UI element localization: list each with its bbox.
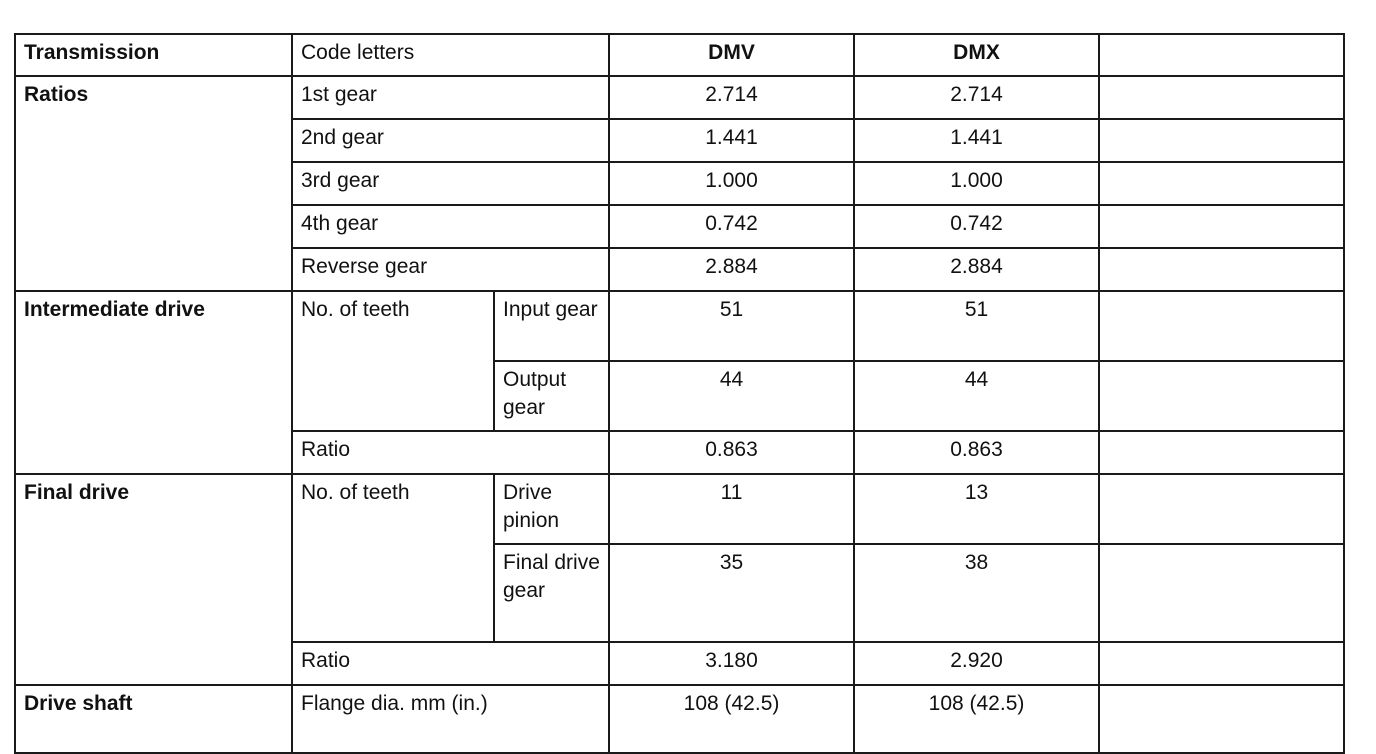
sub-item-name: Drive pinion [494,474,609,544]
dmv-value: 3.180 [609,642,854,685]
dmx-value: 38 [854,544,1099,642]
dmv-value: 1.441 [609,119,854,162]
extra-cell [1099,162,1344,205]
final-pinion-row [15,474,1344,544]
dmx-header: DMX [854,34,1099,76]
gear-name: 3rd gear [292,162,609,205]
dmx-value: 2.920 [854,642,1099,685]
dmv-value: 0.863 [609,431,854,474]
dmv-value: 2.884 [609,248,854,291]
extra-cell [1099,431,1344,474]
dmx-value: 1.441 [854,119,1099,162]
ratio-label: Ratio [292,431,609,474]
sub-item-name: Output gear [494,361,609,431]
dmv-value: 1.000 [609,162,854,205]
flange-dia-label: Flange dia. mm (in.) [292,685,609,753]
dmx-value: 51 [854,291,1099,361]
dmx-value: 0.742 [854,205,1099,248]
dmv-value: 0.742 [609,205,854,248]
sub-item-name: Input gear [494,291,609,361]
gear-name: 1st gear [292,76,609,119]
dmv-value: 51 [609,291,854,361]
drive-shaft-row [15,685,1344,753]
transmission-label: Transmission [15,34,292,76]
header-row [15,34,1344,76]
extra-cell [1099,544,1344,642]
dmx-value: 2.884 [854,248,1099,291]
teeth-label: No. of teeth [292,474,494,642]
extra-header [1099,34,1344,76]
dmx-value: 44 [854,361,1099,431]
intermediate-input-row [15,291,1344,361]
final-drive-label: Final drive [15,474,292,685]
code-letters-label: Code letters [292,34,609,76]
extra-cell [1099,205,1344,248]
dmv-value: 11 [609,474,854,544]
extra-cell [1099,248,1344,291]
dmv-header: DMV [609,34,854,76]
dmv-value: 35 [609,544,854,642]
dmx-value: 0.863 [854,431,1099,474]
extra-cell [1099,361,1344,431]
extra-cell [1099,685,1344,753]
intermediate-drive-label: Intermediate drive [15,291,292,474]
ratio-label: Ratio [292,642,609,685]
extra-cell [1099,642,1344,685]
dmx-value: 1.000 [854,162,1099,205]
extra-cell [1099,119,1344,162]
dmv-value: 108 (42.5) [609,685,854,753]
extra-cell [1099,291,1344,361]
dmv-value: 2.714 [609,76,854,119]
gear-name: 2nd gear [292,119,609,162]
dmx-value: 13 [854,474,1099,544]
extra-cell [1099,474,1344,544]
gear-name: Reverse gear [292,248,609,291]
teeth-label: No. of teeth [292,291,494,431]
transmission-spec-table [14,33,1345,754]
extra-cell [1099,76,1344,119]
drive-shaft-label: Drive shaft [15,685,292,753]
dmx-value: 108 (42.5) [854,685,1099,753]
ratios-section-label: Ratios [15,76,292,291]
ratio-row-1st [15,76,1344,119]
gear-name: 4th gear [292,205,609,248]
dmv-value: 44 [609,361,854,431]
sub-item-name: Final drive gear [494,544,609,642]
dmx-value: 2.714 [854,76,1099,119]
